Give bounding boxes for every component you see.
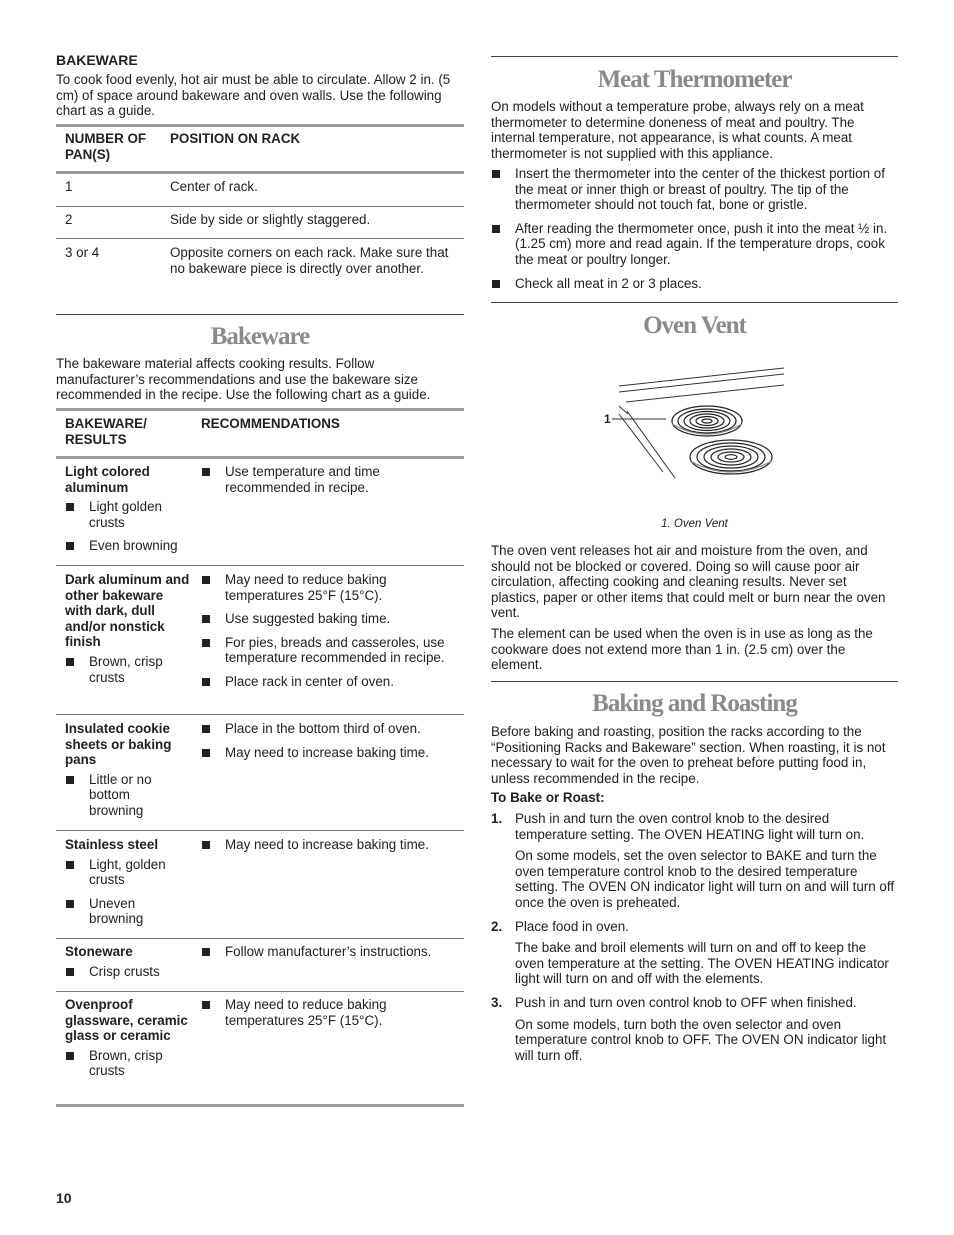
table-cell-position: Opposite corners on each rack. Make sure that no bakeware piece is directly over another.: [170, 245, 449, 276]
step-text: Push in and turn oven control knob to OFF when finished.: [515, 994, 857, 1010]
bakeware-name: Dark aluminum and other bakeware with dark, dull and/or nonstick finish: [65, 572, 190, 650]
recommendation-item: May need to reduce baking temperatures 25°F (15°C).: [201, 572, 451, 603]
table-header-rule: [56, 456, 464, 459]
oven-vent-illustration: [600, 364, 790, 489]
bakeware-name: Insulated cookie sheets or baking pans: [65, 721, 172, 768]
result-item: Light golden crusts: [65, 499, 190, 530]
table-header-number: NUMBER OF PAN(S): [65, 131, 147, 162]
recommendations: [201, 944, 451, 960]
table-top-rule: [56, 124, 464, 127]
result-item: Even browning: [65, 538, 190, 554]
recommendations: [201, 572, 451, 690]
section-heading-bakeware: BAKEWARE: [56, 52, 138, 68]
rear-burner: [672, 406, 742, 436]
list-item: After reading the thermometer once, push it into the meat ½ in. (1.25 cm) more and read again. If the temperature drops, cook the meat or poultry longer.: [491, 221, 896, 268]
table-header-position: POSITION ON RACK: [170, 131, 301, 146]
bakeware-name: Stainless steel: [65, 837, 159, 852]
baking-roasting-intro: Before baking and roasting, position the racks according to the “Positioning Racks and Bakeware” section. When roasting, it is not necessary to wait for the oven to preheat before putting food in, unless recommended in the recipe.: [491, 724, 886, 786]
step-note: On some models, turn both the oven selector and oven temperature control knob to OFF. The OVEN ON indicator light will turn off.: [515, 1016, 887, 1063]
table-row: [65, 837, 190, 927]
baking-roasting-title: Baking and Roasting: [592, 690, 797, 717]
table-header-recommendations: RECOMMENDATIONS: [201, 416, 340, 431]
list-item: Insert the thermometer into the center of the thickest portion of the meat or inner thigh or breast of poultry. The tip of the thermometer should not touch fat, bone or gristle.: [491, 166, 896, 213]
result-item: Brown, crisp crusts: [65, 1048, 179, 1079]
table-cell-pans: 3 or 4: [65, 245, 100, 260]
table-header-bakeware: BAKEWARE/ RESULTS: [65, 416, 147, 447]
step-number: 2.: [491, 918, 503, 934]
section-divider: [491, 302, 898, 303]
recommendation-item: Place rack in center of oven.: [201, 674, 451, 690]
recommendations: [201, 464, 451, 495]
recommendation-item: Use suggested baking time.: [201, 611, 451, 627]
table-row-rule: [56, 565, 464, 566]
result-item: Crisp crusts: [65, 964, 190, 980]
oven-vent-paragraph-2: The element can be used when the oven is in use as long as the cookware does not extend more than 1 in. (2.5 cm) over the element.: [491, 626, 873, 673]
step-text: Place food in oven.: [515, 918, 629, 934]
table-row-rule: [56, 238, 464, 239]
recommendations: [201, 997, 451, 1028]
bakeware-intro: To cook food evenly, hot air must be able to circulate. Allow 2 in. (5 cm) of space around bakeware and oven walls. Use the following chart as a guide.: [56, 72, 451, 119]
table-header-rule: [56, 171, 464, 174]
section-divider: [56, 314, 464, 315]
table-row-rule: [56, 938, 464, 939]
bakeware-material-intro: The bakeware material affects cooking results. Follow manufacturer’s recommendations and use the bakeware size recommended in the recipe. Use the following chart as a guide.: [56, 356, 431, 403]
bakeware-name: Stoneware: [65, 944, 133, 959]
section-divider: [491, 56, 898, 57]
bake-steps: [491, 811, 896, 1063]
result-item: Little or no bottom browning: [65, 772, 159, 819]
table-row-rule: [56, 830, 464, 831]
recommendations: [201, 721, 451, 760]
list-item: [491, 919, 896, 987]
section-divider: [491, 681, 898, 682]
recommendation-item: For pies, breads and casseroles, use temperature recommended in recipe.: [201, 635, 451, 666]
meat-bullets: [491, 166, 896, 291]
recommendation-item: May need to increase baking time.: [201, 837, 451, 853]
result-item: Light, golden crusts: [65, 857, 179, 888]
meat-thermometer-intro: On models without a temperature probe, always rely on a meat thermometer to determine doneness of meat and poultry. The internal temperature, not appearance, is what counts. A meat thermometer is not supplied with this appliance.: [491, 99, 864, 161]
list-item: Check all meat in 2 or 3 places.: [491, 276, 896, 292]
result-item: Uneven browning: [65, 896, 159, 927]
table-cell-pans: 1: [65, 179, 73, 194]
recommendation-item: Place in the bottom third of oven.: [201, 721, 451, 737]
table-top-rule: [56, 408, 464, 411]
table-bottom-rule: [56, 1104, 464, 1107]
recommendation-item: Use temperature and time recommended in recipe.: [201, 464, 451, 495]
callout-number: 1: [604, 412, 611, 426]
table-row: [65, 997, 190, 1079]
figure-caption: 1. Oven Vent: [661, 518, 728, 530]
oven-vent-paragraph-1: The oven vent releases hot air and moisture from the oven, and should not be blocked or covered. Doing so will cause poor air circulation, affecting cooking and cleaning results. Never set plastics, paper or other items that could melt or burn near the oven vent.: [491, 543, 886, 621]
oven-vent-title: Oven Vent: [643, 312, 746, 339]
front-burner: [690, 440, 772, 474]
step-number: 1.: [491, 811, 503, 826]
table-cell-position: Center of rack.: [170, 179, 258, 194]
recommendations: [201, 837, 451, 853]
recommendation-item: May need to reduce baking temperatures 25°F (15°C).: [201, 997, 451, 1028]
list-item: [491, 811, 896, 911]
bake-roast-subheading: To Bake or Roast:: [491, 790, 605, 805]
table-row-rule: [56, 206, 464, 207]
step-note: On some models, set the oven selector to BAKE and turn the oven temperature control knob to the desired temperature setting. The OVEN ON indicator light will turn on and will turn off once the oven is preheated.: [515, 848, 895, 910]
table-cell-pans: 2: [65, 212, 73, 227]
meat-thermometer-title: Meat Thermometer: [597, 66, 792, 93]
table-row: [65, 572, 190, 685]
bakeware-name: Light colored aluminum: [65, 464, 150, 495]
recommendation-item: May need to increase baking time.: [201, 745, 451, 761]
recommendation-item: Follow manufacturer’s instructions.: [201, 944, 451, 960]
step-number: 3.: [491, 994, 503, 1010]
table-row-rule: [56, 714, 464, 715]
table-row: [65, 721, 190, 819]
table-row: [65, 944, 190, 979]
bakeware-title: Bakeware: [210, 323, 310, 350]
step-note: The bake and broil elements will turn on and off to keep the oven temperature at the setting. The OVEN HEATING indicator light will turn on and off with the elements.: [515, 940, 889, 987]
page-number: 10: [56, 1190, 72, 1206]
list-item: [491, 995, 896, 1063]
bakeware-name: Ovenproof glassware, ceramic glass or ceramic: [65, 997, 188, 1044]
table-row: [65, 464, 190, 554]
result-item: Brown, crisp crusts: [65, 654, 190, 685]
table-row-rule: [56, 991, 464, 992]
table-cell-position: Side by side or slightly staggered.: [170, 212, 371, 227]
step-text: Push in and turn the oven control knob to the desired temperature setting. The OVEN HEATING light will turn on.: [515, 811, 865, 842]
cooktop-drawing: [600, 364, 790, 489]
